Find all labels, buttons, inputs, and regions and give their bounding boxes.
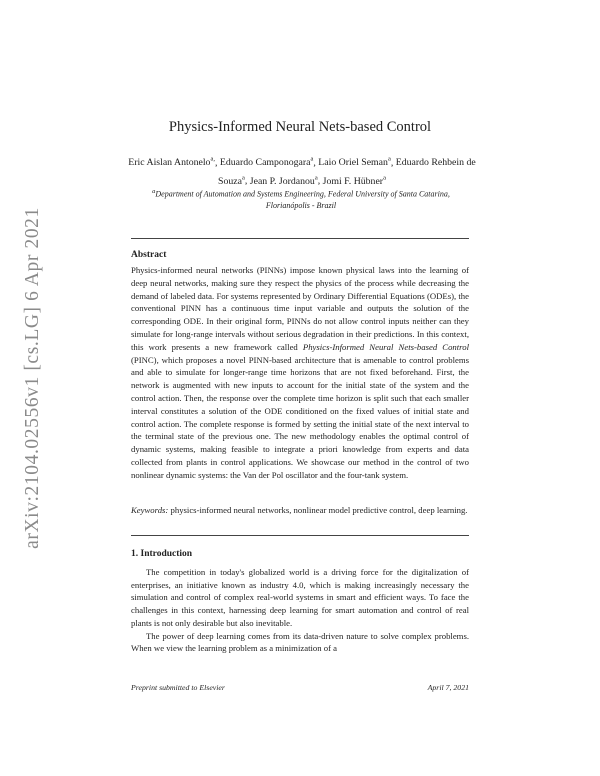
arxiv-stamp-text: arXiv:2104.02556v1 [cs.LG] 6 Apr 2021 [22,206,43,549]
paper-title: Physics-Informed Neural Nets-based Control [168,119,432,135]
keywords-text: physics-informed neural networks, nonlinear model predictive control, deep learning. [170,505,468,515]
abstract-top-rule [131,238,469,239]
author-name[interactable]: Jean P. Jordanou$^a$ [249,174,318,187]
author-name[interactable]: Eric Aislan Antonelo$^{a,}$ [128,156,215,169]
author-list: Eric Aislan Antonelo$^{a,}$, Eduardo Camponogara$^a$, Laio Oriel Seman$^a$, Eduardo Rehbein de Souza$^a$, Jean P. Jordanou$^a$, Jomi F. Hübner$^a$ [128,156,476,187]
author-name[interactable]: Eduardo Camponogara$^a$ [219,156,314,169]
arxiv-stamp [22,205,44,550]
paragraph: The power of deep learning comes from its data-driven nature to solve complex problems. When we view the learning problem as a minimization of a [131,630,469,654]
abstract-bottom-rule [131,535,469,536]
keywords-label: Keywords: [131,505,169,515]
author-name[interactable]: Laio Oriel Seman$^a$ [318,156,391,169]
footer-preprint: Preprint submitted to Elsevier [131,683,225,692]
author-name[interactable]: Jomi F. Hübner$^a$ [322,174,386,187]
framework-name: Physics-Informed Neural Nets-based Control [302,341,469,352]
affiliation: $^a$Department of Automation and Systems Engineering, Federal University of Santa Catarina, Florianópolis - Brazil [152,188,450,210]
abstract-body: Physics-informed neural networks (PINNs) impose known physical laws into the learning of deep neural networks, making sure they respect the physics of the process while decreasing the demand of labeled data. For systems represented by Ordinary Differential Equations (ODEs), the conventional PINN has a continuous time input variable and outputs the solution of the corresponding ODE. In their original form, PINNs do not allow control inputs neither can they simulate for long-range intervals without serious degradation in their predictions. In this context, this work presents a new framework called Physics-Informed Neural Nets-based Control (PINC), which proposes a novel PINN-based architecture that is amenable to control problems and able to simulate for longer-range time horizons that are not fixed beforehand. First, the network is augmented with new inputs to account for the initial state of the system and the control action. Then, the response over the complete time horizon is split such that each smaller interval constitutes a solution of the ODE conditioned on the fixed values of initial state and control action. The complete response is formed by setting the initial state of the next interval to the terminal state of the previous one. The new methodology enables the optimal control of dynamic systems, making feasible to integrate a priori knowledge from experts and data collected from plants in control applications. We showcase our method in the control of two nonlinear dynamic systems: the Van der Pol oscillator and the four-tank system. [131,265,469,480]
intro-body [131,566,469,655]
section-heading: 1. Introduction [131,549,193,559]
paragraph: The competition in today's globalized world is a driving force for the digitalization of enterprises, an initiative known as industry 4.0, which is making increasingly necessary the simulation and control of complex real-world systems in smart and efficient ways. To face the challenges in this context, harnessing deep learning for smart automation and control of real plants is not only desirable but also inevitable. [131,567,469,628]
footer-date: April 7, 2021 [427,683,469,692]
abstract-heading: Abstract [131,250,167,260]
keywords [131,504,469,517]
author-name[interactable]: Eduardo Rehbein de Souza$^a$ [218,157,476,187]
